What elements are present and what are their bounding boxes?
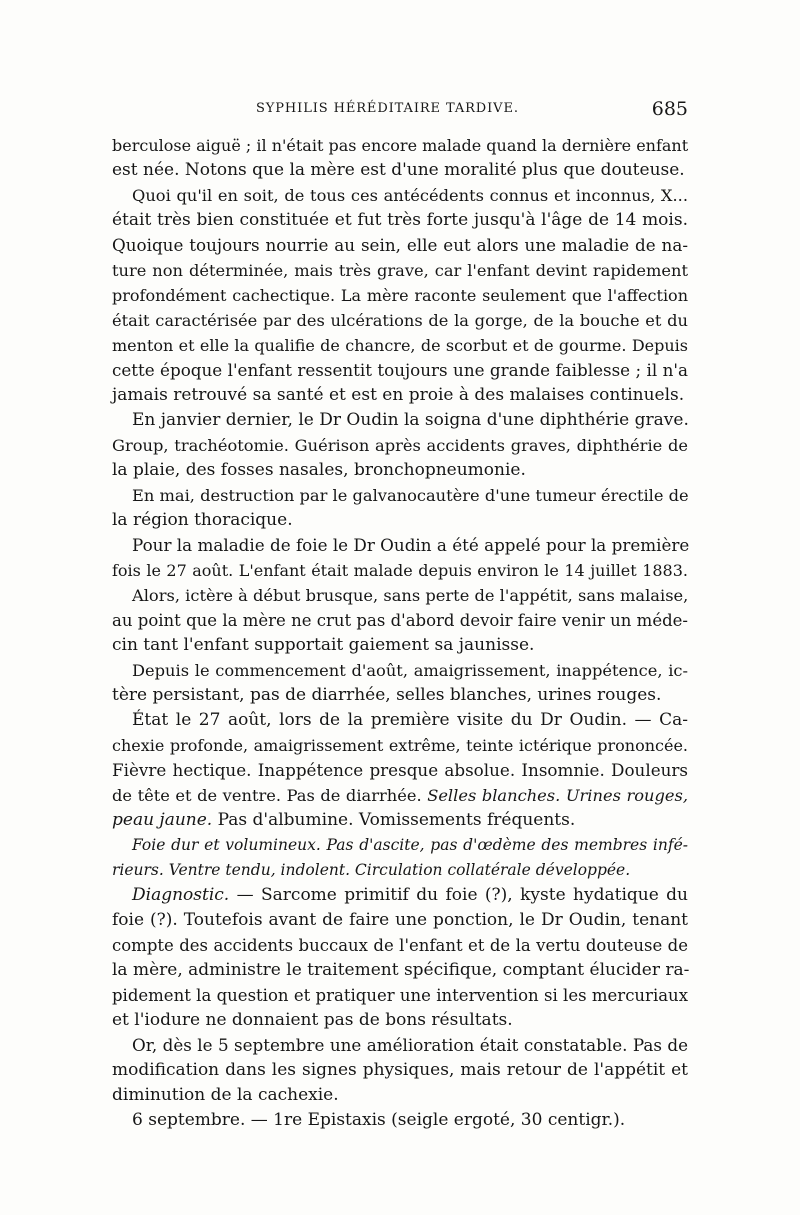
text-line-italic: rieurs. Ventre tendu, indolent. Circulation collatérale développée. xyxy=(112,861,631,879)
text-line-mixed xyxy=(112,808,688,833)
text-line: Depuis le commencement d'août, amaigrissement, inappétence, ic- xyxy=(132,661,688,680)
text-line: État le 27 août, lors de la première visite du Dr Oudin. — Ca- xyxy=(132,710,688,730)
text-line: foie (?). Toutefois avant de faire une ponction, le Dr Oudin, tenant xyxy=(112,910,688,930)
text-line: et l'iodure ne donnaient pas de bons résultats. xyxy=(112,1010,513,1030)
text-line: En mai, destruction par le galvanocautère d'une tumeur érectile de xyxy=(132,486,689,505)
text-line: jamais retrouvé sa santé et est en proie à des malaises continuels. xyxy=(112,385,685,405)
text-line: En janvier dernier, le Dr Oudin la soigna d'une diphthérie grave. xyxy=(132,410,689,430)
text-segment: Pas d'albumine. Vomissements fréquents. xyxy=(217,810,576,830)
text-line: était caractérisée par des ulcérations de la gorge, de la bouche et du xyxy=(112,311,688,330)
text-line: chexie profonde, amaigrissement extrême, teinte ictérique prononcée. xyxy=(112,736,688,755)
page-number: 685 xyxy=(651,98,688,120)
text-line: Or, dès le 5 septembre une amélioration était constatable. Pas de xyxy=(132,1035,688,1055)
text-line: diminution de la cachexie. xyxy=(112,1085,339,1105)
text-segment: — Sarcome primitif du foie (?), kyste hydatique du xyxy=(236,885,689,905)
text-line: est née. Notons que la mère est d'une moralité plus que douteuse. xyxy=(112,160,685,180)
text-line: tère persistant, pas de diarrhée, selles blanches, urines rouges. xyxy=(112,685,662,705)
text-line: Fièvre hectique. Inappétence presque absolue. Insomnie. Douleurs xyxy=(112,760,688,780)
text-line: 6 septembre. — 1re Epistaxis (seigle ergoté, 30 centigr.). xyxy=(132,1110,626,1130)
text-segment: de tête et de ventre. Pas de diarrhée. xyxy=(112,786,422,805)
text-line: profondément cachectique. La mère raconte seulement que l'affection xyxy=(112,286,688,305)
text-line: Quoique toujours nourrie au sein, elle eut alors une maladie de na- xyxy=(112,235,688,255)
running-head: SYPHILIS HÉRÉDITAIRE TARDIVE. xyxy=(256,101,519,116)
text-line-mixed xyxy=(112,883,688,908)
text-line: compte des accidents buccaux de l'enfant et de la vertu douteuse de xyxy=(112,936,688,955)
text-line: cette époque l'enfant ressentit toujours une grande faiblesse ; il n'a xyxy=(112,360,688,380)
text-line-italic: Foie dur et volumineux. Pas d'ascite, pas d'œdème des membres infé- xyxy=(132,836,688,854)
text-line: Alors, ictère à début brusque, sans perte de l'appétit, sans malaise, xyxy=(132,586,689,605)
text-segment-italic: Selles blanches. Urines rouges, xyxy=(427,786,689,805)
text-line: au point que la mère ne crut pas d'abord devoir faire venir un méde- xyxy=(112,611,688,630)
text-line: modification dans les signes physiques, mais retour de l'appétit et xyxy=(112,1060,688,1080)
text-line: était très bien constituée et fut très forte jusqu'à l'âge de 14 mois. xyxy=(112,210,688,230)
text-line: cin tant l'enfant supportait gaiement sa jaunisse. xyxy=(112,635,535,655)
text-line: la plaie, des fosses nasales, bronchopneumonie. xyxy=(112,460,526,480)
body-text xyxy=(112,133,688,1133)
text-line: la région thoracique. xyxy=(112,510,293,530)
text-line: Group, trachéotomie. Guérison après accidents graves, diphthérie de xyxy=(112,436,688,455)
text-segment-italic: peau jaune. xyxy=(112,810,213,830)
text-line: Pour la maladie de foie le Dr Oudin a été appelé pour la première xyxy=(132,535,690,555)
text-line: berculose aiguë ; il n'était pas encore malade quand la dernière enfant xyxy=(112,136,689,155)
text-line: fois le 27 août. L'enfant était malade depuis environ le 14 juillet 1883. xyxy=(112,561,688,580)
page-header xyxy=(108,98,688,126)
text-line: menton et elle la qualifie de chancre, de scorbut et de gourme. Depuis xyxy=(112,336,688,355)
text-line: ture non déterminée, mais très grave, car l'enfant devint rapidement xyxy=(112,261,688,280)
text-line-mixed xyxy=(112,783,688,808)
text-segment-italic: Diagnostic. xyxy=(132,885,230,905)
text-line: la mère, administre le traitement spécifique, comptant élucider ra- xyxy=(112,960,690,980)
text-line: Quoi qu'il en soit, de tous ces antécédents connus et inconnus, X... xyxy=(132,186,688,205)
text-line: pidement la question et pratiquer une intervention si les mercuriaux xyxy=(112,986,688,1005)
